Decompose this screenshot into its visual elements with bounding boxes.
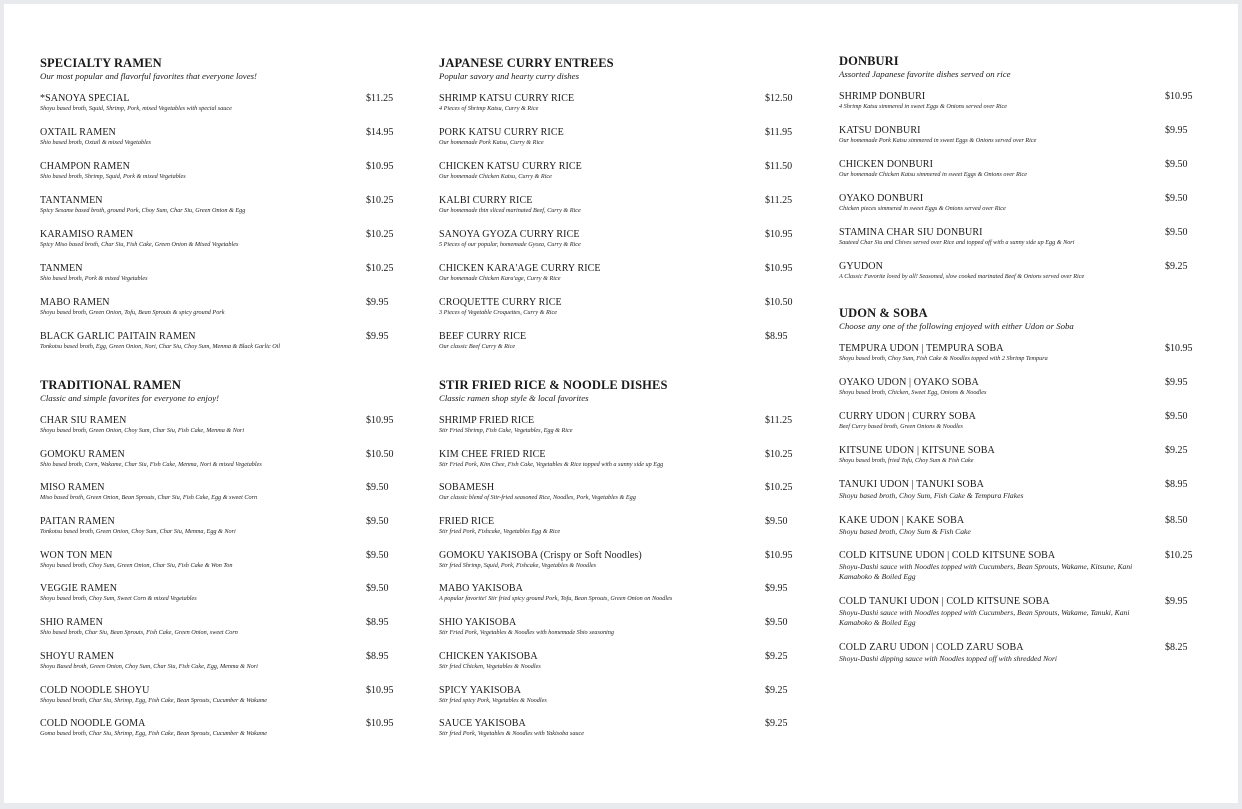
menu-item — [839, 445, 1199, 479]
item-name: CHICKEN KATSU CURRY RICE — [439, 161, 582, 172]
item-price: $9.95 — [1165, 125, 1188, 136]
section-subtitle: Popular savory and hearty curry dishes — [439, 71, 579, 81]
item-list — [40, 415, 400, 752]
item-name: SHRIMP KATSU CURRY RICE — [439, 93, 575, 104]
menu-item — [40, 195, 400, 229]
menu-item — [839, 642, 1199, 676]
item-price: $9.50 — [366, 516, 389, 528]
item-description: Shoyu-Dashi dipping sauce with Noodles topped off with shredded Nori — [839, 654, 1058, 663]
item-description: Chicken pieces simmered in sweet Eggs & Onions served over Rice — [839, 205, 1006, 212]
item-name: COLD ZARU UDON | COLD ZARU SOBA — [839, 642, 1024, 653]
menu-item — [40, 161, 400, 195]
item-name: BLACK GARLIC PAITAIN RAMEN — [40, 331, 196, 342]
menu-item — [40, 229, 400, 263]
section-stir-fried — [439, 378, 799, 752]
item-price: $9.50 — [765, 516, 788, 528]
menu-item — [40, 263, 400, 297]
item-description: Shoyu based broth, fried Tofu, Choy Sum & Fish Cake — [839, 457, 974, 464]
item-description: Shoyu based broth, Chicken, Sweet Egg, Onions & Noodles — [839, 389, 987, 396]
item-price: $10.95 — [366, 684, 394, 696]
item-name: OYAKO UDON | OYAKO SOBA — [839, 377, 979, 388]
item-description: Shoyu-Dashi sauce with Noodles topped with Cucumbers, Bean Sprouts, Wakame, Kitsune, Kani Kamaboko & Boiled Egg — [839, 562, 1133, 581]
item-price: $10.95 — [765, 549, 793, 561]
item-description: Tonkotsu based broth, Egg, Green Onion, Nori, Char Siu, Choy Sum, Menma & Black Garlic Oil — [40, 343, 281, 350]
menu-item — [839, 125, 1199, 159]
item-name: COLD NOODLE GOMA — [40, 718, 146, 730]
menu-item — [40, 718, 400, 752]
item-name: VEGGIE RAMEN — [40, 583, 118, 595]
item-price: $10.95 — [765, 263, 793, 274]
menu-item — [40, 482, 400, 516]
item-description: Our homemade Chicken Katsu simmered in sweet Eggs & Onions over Rice — [839, 171, 1027, 178]
item-name: CHAMPON RAMEN — [40, 161, 130, 172]
item-description: Our classic blend of Stir-fried seasoned Rice, Noodles, Pork, Vegetables & Egg — [439, 494, 636, 502]
item-description: Miso based broth, Green Onion, Bean Sprouts, Char Siu, Fish Cake, Egg & sweet Corn — [40, 494, 258, 502]
item-name: SAUCE YAKISOBA — [439, 718, 526, 730]
item-description: Our homemade Pork Katsu simmered in sweet Eggs & Onions served over Rice — [839, 137, 1037, 144]
menu-item — [839, 343, 1199, 377]
menu-item — [839, 261, 1199, 295]
item-price: $8.95 — [366, 650, 389, 662]
item-name: PORK KATSU CURRY RICE — [439, 127, 564, 138]
item-name: SHOYU RAMEN — [40, 650, 115, 662]
item-price: $9.25 — [765, 684, 788, 696]
item-name: TEMPURA UDON | TEMPURA SOBA — [839, 343, 1004, 354]
item-description: Shoyu based broth, Choy Sum, Green Onion, Char Siu, Fish Cake & Won Ton — [40, 561, 233, 569]
item-description: A Classic Favorite loved by all! Seasoned, slow cooked marinated Beef & Onions served over Rice — [839, 273, 1085, 280]
item-description: Our homemade Chicken Kara'age, Curry & Rice — [439, 275, 561, 282]
menu-item — [839, 596, 1199, 642]
menu-item — [839, 91, 1199, 125]
item-price: $10.95 — [1165, 91, 1193, 102]
item-name: COLD TANUKI UDON | COLD KITSUNE SOBA — [839, 596, 1050, 607]
item-name: MABO RAMEN — [40, 297, 110, 308]
section-title: JAPANESE CURRY ENTREES — [439, 56, 614, 70]
section-japanese-curry — [439, 56, 799, 365]
menu-item — [839, 515, 1199, 550]
menu-item — [439, 685, 799, 719]
item-description: Shio based broth, Shrimp, Squid, Pork & mixed Vegetables — [40, 173, 186, 180]
menu-item — [439, 718, 799, 752]
section-title: STIR FRIED RICE & NOODLE DISHES — [439, 378, 668, 392]
item-name: BEEF CURRY RICE — [439, 331, 527, 342]
item-name: CHICKEN YAKISOBA — [439, 650, 538, 662]
menu-item — [439, 516, 799, 550]
item-name: KATSU DONBURI — [839, 125, 921, 136]
item-description: Spicy Miso based broth, Char Siu, Fish Cake, Green Onion & Mixed Vegetables — [40, 241, 239, 248]
menu-item — [40, 449, 400, 483]
item-list — [439, 415, 799, 752]
menu-item — [40, 651, 400, 685]
item-description: Shio based broth, Oxtail & mixed Vegetables — [40, 139, 151, 146]
item-name: SHRIMP DONBURI — [839, 91, 926, 102]
item-name: KALBI CURRY RICE — [439, 195, 533, 206]
item-price: $11.25 — [366, 93, 394, 104]
item-description: Stir fried Pork, Fishcake, Vegetables Egg & Rice — [439, 528, 561, 536]
item-price: $9.50 — [1165, 227, 1188, 238]
section-specialty-ramen — [40, 56, 400, 365]
item-name: CROQUETTE CURRY RICE — [439, 297, 562, 308]
section-subtitle: Choose any one of the following enjoyed with either Udon or Soba — [839, 321, 1074, 331]
item-name: SHIO RAMEN — [40, 617, 103, 629]
item-price: $10.50 — [366, 448, 394, 460]
section-subtitle: Classic ramen shop style & local favorites — [439, 393, 589, 403]
menu-item — [839, 411, 1199, 445]
menu-item — [439, 127, 799, 161]
item-price: $11.50 — [765, 161, 793, 172]
item-description: Shoyu based broth, Squid, Shrimp, Pork, mixed Vegetables with special sauce — [40, 105, 232, 112]
menu-item — [439, 161, 799, 195]
item-price: $10.25 — [366, 195, 394, 206]
item-price: $9.50 — [366, 583, 389, 595]
menu-item — [439, 331, 799, 365]
section-subtitle: Classic and simple favorites for everyone to enjoy! — [40, 393, 220, 403]
item-price: $10.50 — [765, 297, 793, 308]
item-price: $10.95 — [366, 161, 394, 172]
item-description: Shoyu-Dashi sauce with Noodles topped with Cucumbers, Bean Sprouts, Wakame, Tanuki, Kani Kamaboko & Boiled Egg — [839, 608, 1130, 627]
menu-item — [40, 516, 400, 550]
item-description: Shio based broth, Char Siu, Bean Sprouts, Fish Cake, Green Onion, sweet Corn — [40, 629, 238, 637]
menu-item — [439, 449, 799, 483]
item-price: $9.25 — [1165, 261, 1188, 272]
menu-item — [40, 331, 400, 365]
item-name: SHIO YAKISOBA — [439, 617, 517, 629]
menu-item — [439, 583, 799, 617]
item-name: CURRY UDON | CURRY SOBA — [839, 411, 976, 422]
menu-page — [4, 4, 1238, 803]
item-description: Our classic Beef Curry & Rice — [439, 343, 516, 350]
item-description: 4 Shrimp Katsu simmered in sweet Eggs & Onions served over Rice — [839, 103, 1008, 110]
item-description: Stir Fried Pork, Vegetables & Noodles with homemade Shio seasoning — [439, 629, 614, 637]
item-price: $10.95 — [765, 229, 793, 240]
menu-item — [40, 685, 400, 719]
section-subtitle: Our most popular and flavorful favorites that everyone loves! — [40, 71, 257, 81]
item-name: TANUKI UDON | TANUKI SOBA — [839, 479, 984, 490]
item-description: Goma based broth, Char Siu, Shrimp, Egg, Fish Cake, Bean Sprouts, Cucumber & Wakame — [40, 730, 268, 738]
item-description: Stir Fried Pork, Kim Chee, Fish Cake, Vegetables & Rice topped with a sunny side up Egg — [439, 460, 664, 468]
item-description: Shoyu Based broth, Green Onion, Choy Sum, Char Siu, Fish Cake, Egg, Menma & Nori — [40, 662, 258, 670]
item-description: Stir Fried Shrimp, Fish Cake, Vegetables, Egg & Rice — [439, 427, 573, 434]
menu-item — [40, 583, 400, 617]
item-name: SOBAMESH — [439, 482, 495, 494]
item-description: Our homemade Pork Katsu, Curry & Rice — [439, 139, 544, 146]
item-name: GOMOKU YAKISOBA (Crispy or Soft Noodles) — [439, 549, 642, 561]
item-description: Stir fried Chicken, Vegetables & Noodles — [439, 662, 541, 670]
item-price: $10.25 — [1165, 550, 1193, 561]
item-price: $9.25 — [765, 650, 788, 662]
section-title: SPECIALTY RAMEN — [40, 56, 162, 70]
menu-item — [839, 193, 1199, 227]
item-description: Our homemade thin sliced marinated Beef, Curry & Rice — [439, 207, 581, 214]
menu-item — [839, 550, 1199, 596]
item-price: $10.95 — [366, 415, 394, 426]
item-name: COLD NOODLE SHOYU — [40, 684, 150, 696]
item-description: Shoyu based broth, Choy Sum, Sweet Corn & mixed Vegetables — [40, 595, 197, 603]
menu-item — [839, 227, 1199, 261]
item-price: $9.50 — [1165, 159, 1188, 170]
item-price: $8.25 — [1165, 642, 1188, 653]
item-price: $10.25 — [366, 263, 394, 274]
item-name: KIM CHEE FRIED RICE — [439, 448, 546, 460]
item-description: Spicy Sesame based broth, ground Pork, Choy Sum, Char Siu, Green Onion & Egg — [40, 207, 246, 214]
menu-item — [40, 297, 400, 331]
item-list — [439, 93, 799, 365]
menu-item — [439, 617, 799, 651]
item-price: $8.95 — [366, 617, 389, 629]
menu-item — [839, 159, 1199, 193]
item-name: WON TON MEN — [40, 549, 113, 561]
item-description: Shoyu based broth, Green Onion, Choy Sum, Char Siu, Fish Cake, Menma & Nori — [40, 427, 245, 434]
menu-item — [40, 550, 400, 584]
item-description: Shoyu based broth, Green Onion, Tofu, Bean Sprouts & spicy ground Pork — [40, 309, 225, 316]
item-price: $10.25 — [765, 448, 793, 460]
section-title: DONBURI — [839, 54, 899, 68]
item-name: COLD KITSUNE UDON | COLD KITSUNE SOBA — [839, 550, 1056, 561]
item-name: MABO YAKISOBA — [439, 583, 523, 595]
item-description: Stir fried Pork, Vegetables & Noodles with Yakisoba sauce — [439, 730, 584, 738]
section-subtitle: Assorted Japanese favorite dishes served on rice — [839, 69, 1011, 79]
item-price: $9.95 — [366, 331, 389, 342]
menu-item — [40, 93, 400, 127]
item-description: Our homemade Chicken Katsu, Curry & Rice — [439, 173, 552, 180]
section-traditional-ramen — [40, 378, 400, 752]
item-name: OXTAIL RAMEN — [40, 127, 116, 138]
menu-item — [439, 550, 799, 584]
item-name: KITSUNE UDON | KITSUNE SOBA — [839, 445, 995, 456]
item-price: $10.95 — [366, 718, 394, 730]
item-price: $8.95 — [765, 331, 788, 342]
item-price: $8.50 — [1165, 515, 1188, 526]
item-price: $12.50 — [765, 93, 793, 104]
item-description: 5 Pieces of our popular, homemade Gyoza, Curry & Rice — [439, 241, 581, 248]
menu-item — [40, 617, 400, 651]
item-name: TANMEN — [40, 263, 83, 274]
section-title: TRADITIONAL RAMEN — [40, 378, 181, 392]
item-price: $9.50 — [366, 549, 389, 561]
item-description: Stir fried Shrimp, Squid, Pork, Fishcake, Vegetables & Noodles — [439, 561, 597, 569]
item-price: $8.95 — [1165, 479, 1188, 490]
item-description: Shoyu based broth, Choy Sum & Fish Cake — [839, 527, 971, 536]
item-name: SHRIMP FRIED RICE — [439, 415, 535, 426]
item-price: $10.25 — [765, 482, 793, 494]
item-description: Shio based broth, Pork & mixed Vegetables — [40, 275, 148, 282]
item-name: MISO RAMEN — [40, 482, 105, 494]
item-description: Shoyu based broth, Char Siu, Shrimp, Egg, Fish Cake, Bean Sprouts, Cucumber & Wakame — [40, 696, 268, 704]
item-name: CHICKEN DONBURI — [839, 159, 933, 170]
item-price: $10.95 — [1165, 343, 1193, 354]
item-name: SANOYA GYOZA CURRY RICE — [439, 229, 580, 240]
section-udon-soba — [839, 306, 1199, 676]
item-name: SPICY YAKISOBA — [439, 684, 522, 696]
item-price: $9.50 — [765, 617, 788, 629]
item-description: Beef Curry based broth, Green Onions & Noodles — [839, 423, 963, 430]
menu-item — [439, 263, 799, 297]
item-price: $11.25 — [765, 195, 793, 206]
menu-item — [439, 651, 799, 685]
item-name: CHAR SIU RAMEN — [40, 415, 127, 426]
menu-item — [439, 93, 799, 127]
item-name: TANTANMEN — [40, 195, 103, 206]
menu-item — [439, 482, 799, 516]
item-description: Shoyu based broth, Choy Sum, Fish Cake & Noodles topped with 2 Shrimp Tempura — [839, 355, 1048, 362]
item-price: $11.95 — [765, 127, 793, 138]
menu-item — [839, 377, 1199, 411]
item-price: $9.50 — [366, 482, 389, 494]
section-donburi — [839, 54, 1199, 295]
item-description: Sauteed Char Siu and Chives served over Rice and topped off with a sunny side up Egg & Nori — [839, 239, 1075, 246]
item-description: Tonkotsu based broth, Green Onion, Choy Sum, Char Siu, Menma, Egg & Nori — [40, 528, 236, 536]
item-price: $10.25 — [366, 229, 394, 240]
item-price: $9.95 — [765, 583, 788, 595]
menu-item — [439, 229, 799, 263]
item-name: STAMINA CHAR SIU DONBURI — [839, 227, 983, 238]
item-price: $9.25 — [765, 718, 788, 730]
item-price: $9.95 — [1165, 596, 1188, 607]
menu-item — [439, 415, 799, 449]
item-name: GOMOKU RAMEN — [40, 448, 125, 460]
section-title: UDON & SOBA — [839, 306, 928, 320]
menu-item — [439, 297, 799, 331]
item-name: KARAMISO RAMEN — [40, 229, 134, 240]
item-name: *SANOYA SPECIAL — [40, 93, 130, 104]
item-name: FRIED RICE — [439, 516, 495, 528]
item-price: $9.25 — [1165, 445, 1188, 456]
item-name: KAKE UDON | KAKE SOBA — [839, 515, 965, 526]
item-description: Stir fried spicy Pork, Vegetables & Noodles — [439, 696, 547, 704]
item-name: CHICKEN KARA'AGE CURRY RICE — [439, 263, 601, 274]
item-price: $9.50 — [1165, 411, 1188, 422]
item-price: $9.95 — [1165, 377, 1188, 388]
menu-item — [839, 479, 1199, 515]
item-description: 3 Pieces of Vegetable Croquettes, Curry & Rice — [439, 309, 557, 316]
item-list — [40, 93, 400, 365]
menu-item — [40, 127, 400, 161]
item-list — [839, 91, 1199, 295]
item-description: 4 Pieces of Shrimp Katsu, Curry & Rice — [439, 105, 539, 112]
item-list — [839, 343, 1199, 676]
menu-item — [439, 195, 799, 229]
menu-item — [40, 415, 400, 449]
item-description: A popular favorite! Stir fried spicy ground Pork, Tofu, Bean Sprouts, Green Onion on Noodles — [439, 595, 673, 603]
item-description: Shoyu based broth, Choy Sum, Fish Cake & Tempura Flakes — [839, 491, 1024, 500]
item-name: PAITAN RAMEN — [40, 516, 115, 528]
item-price: $11.25 — [765, 415, 793, 426]
item-name: GYUDON — [839, 261, 883, 272]
item-price: $14.95 — [366, 127, 394, 138]
item-price: $9.95 — [366, 297, 389, 308]
item-description: Shio based broth, Corn, Wakame, Char Siu, Fish Cake, Menma, Nori & mixed Vegetables — [40, 460, 262, 468]
item-price: $9.50 — [1165, 193, 1188, 204]
item-name: OYAKO DONBURI — [839, 193, 924, 204]
